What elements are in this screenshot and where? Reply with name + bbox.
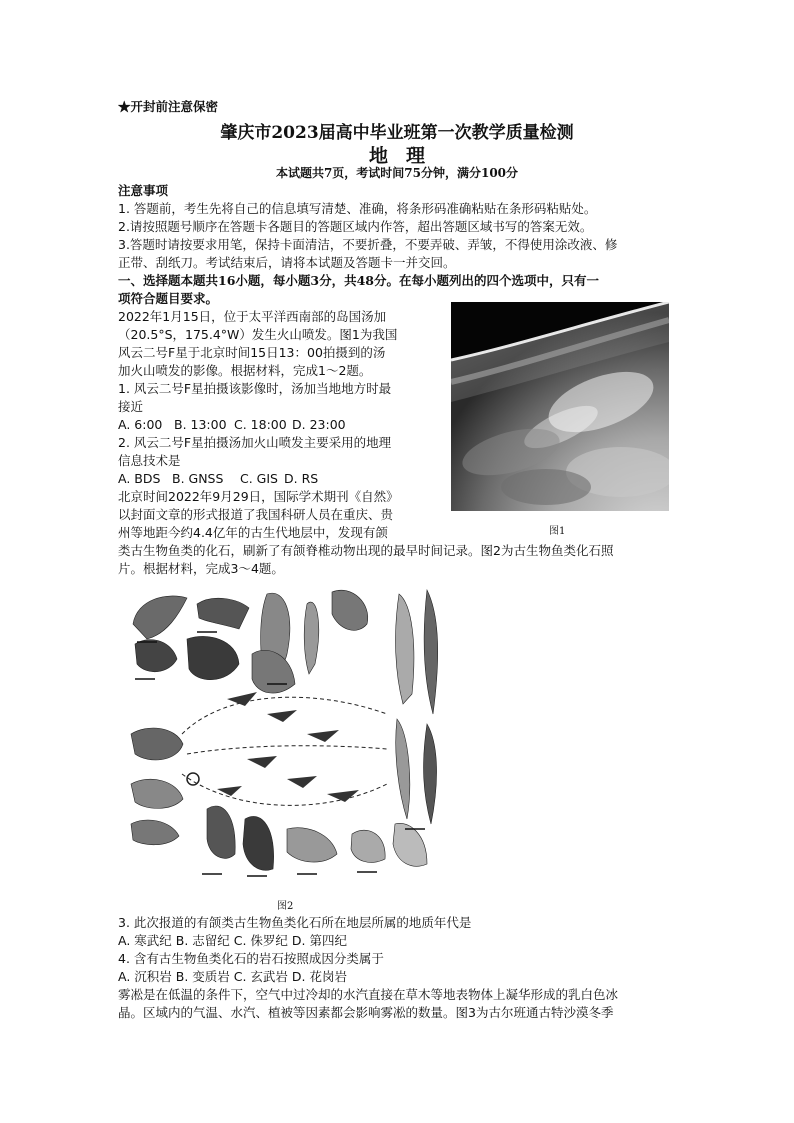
question-2-options xyxy=(118,470,318,488)
option-b: B. GNSS xyxy=(172,471,224,486)
figure-1-satellite-image xyxy=(451,302,669,511)
section-heading: 一、选择题本题共16小题，每小题3分，共48分。在每小题列出的四个选项中，只有一 xyxy=(118,273,599,288)
figure-2-caption: 图2 xyxy=(277,901,294,912)
notes-heading: 注意事项 xyxy=(118,183,169,198)
option-b: B. 13:00 xyxy=(174,417,227,432)
question-1-stem: 接近 xyxy=(118,399,144,414)
question-4-options: A. 沉积岩 B. 变质岩 C. 玄武岩 D. 花岗岩 xyxy=(118,969,347,984)
question-3-options: A. 寒武纪 B. 志留纪 C. 侏罗纪 D. 第四纪 xyxy=(118,933,347,948)
note-item: 正带、刮纸刀。考试结束后，请将本试题及答题卡一并交回。 xyxy=(118,255,456,270)
passage-line: 州等地距今约4.4亿年的古生代地层中，发现有颌 xyxy=(118,525,388,540)
exam-title: 肇庆市2023届高中毕业班第一次教学质量检测 xyxy=(220,123,574,143)
figure-1-caption: 图1 xyxy=(549,526,566,537)
passage-line: 北京时间2022年9月29日，国际学术期刊《自然》 xyxy=(118,489,399,504)
option-a: A. 6:00 xyxy=(118,417,163,432)
figure-2-fossil-plate xyxy=(127,584,447,884)
question-2-stem: 2. 风云二号F星拍摄汤加火山喷发主要采用的地理 xyxy=(118,435,392,450)
note-item: 1. 答题前，考生先将自己的信息填写清楚、准确，将条形码准确粘贴在条形码粘贴处。 xyxy=(118,201,597,216)
section-heading: 项符合题目要求。 xyxy=(118,291,219,306)
passage-line: （20.5°S，175.4°W）发生火山喷发。图1为我国 xyxy=(118,327,398,342)
passage-line: 加火山喷发的影像。根据材料，完成1～2题。 xyxy=(118,363,372,378)
question-2-stem: 信息技术是 xyxy=(118,453,181,468)
passage-line: 2022年1月15日，位于太平洋西南部的岛国汤加 xyxy=(118,309,387,324)
passage-line: 类古生物鱼类的化石，刷新了有颌脊椎动物出现的最早时间记录。图2为古生物鱼类化石照 xyxy=(118,543,614,558)
passage-line: 雾凇是在低温的条件下，空气中过冷却的水汽直接在草木等地表物体上凝华形成的乳白色冰 xyxy=(118,987,619,1002)
question-4-stem: 4. 含有古生物鱼类化石的岩石按照成因分类属于 xyxy=(118,951,384,966)
passage-line: 片。根据材料，完成3～4题。 xyxy=(118,561,284,576)
question-3-stem: 3. 此次报道的有颌类古生物鱼类化石所在地层所属的地质年代是 xyxy=(118,915,472,930)
option-a: A. BDS xyxy=(118,471,161,486)
option-c: C. GIS xyxy=(240,471,278,486)
passage-line: 晶。区域内的气温、水汽、植被等因素都会影响雾凇的数量。图3为古尔班通古特沙漠冬季 xyxy=(118,1005,614,1020)
passage-line: 风云二号F星于北京时间15日13：00拍摄到的汤 xyxy=(118,345,386,360)
secret-notice: ★开封前注意保密 xyxy=(118,99,219,114)
note-item: 3.答题时请按要求用笔，保持卡面清洁，不要折叠，不要弄破、弄皱，不得使用涂改液、修 xyxy=(118,237,618,252)
exam-info: 本试题共7页，考试时间75分钟，满分100分 xyxy=(275,166,519,180)
option-d: D. RS xyxy=(284,471,319,486)
question-1-options xyxy=(118,416,346,434)
passage-line: 以封面文章的形式报道了我国科研人员在重庆、贵 xyxy=(118,507,394,522)
question-1-stem: 1. 风云二号F星拍摄该影像时，汤加当地地方时最 xyxy=(118,381,392,396)
subject-title: 地理 xyxy=(368,145,443,167)
option-c: C. 18:00 xyxy=(234,417,287,432)
note-item: 2.请按照题号顺序在答题卡各题目的答题区域内作答，超出答题区域书写的答案无效。 xyxy=(118,219,593,234)
option-d: D. 23:00 xyxy=(292,417,346,432)
